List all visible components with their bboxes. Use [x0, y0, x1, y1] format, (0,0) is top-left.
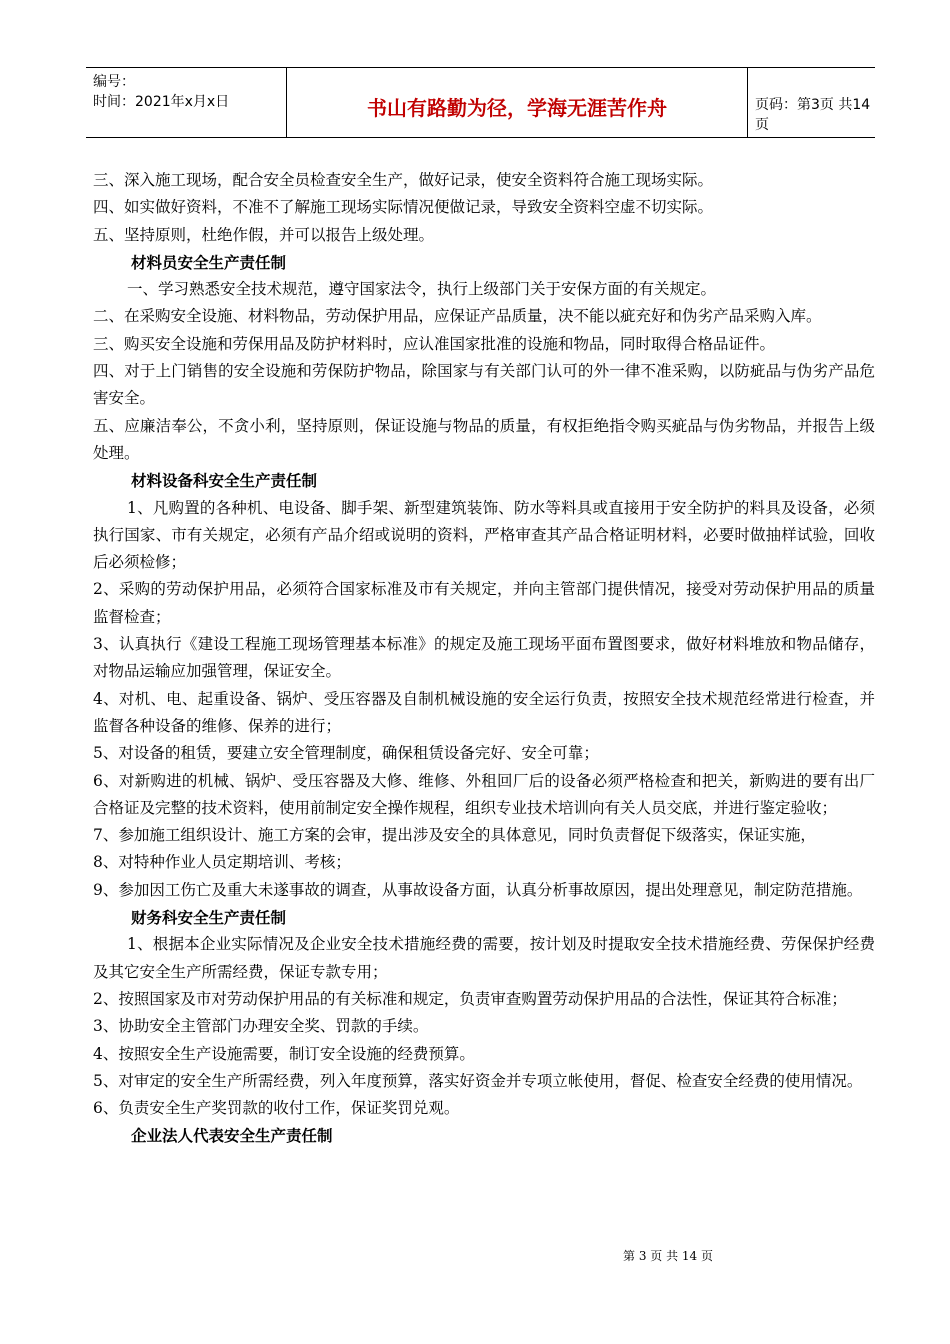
body-paragraph: 4、按照安全生产设施需要，制订安全设施的经费预算。 [93, 1044, 475, 1063]
body-line: 四、如实做好资料，不准不了解施工现场实际情况便做记录，导致安全资料空虚不切实际。 [93, 198, 714, 217]
body-paragraph: 6、对新购进的机械、锅炉、受压容器及大修、维修、外租回厂后的设备必须严格检查和把关，新购进的要有出厂合格证及完整的技术资料，使用前制定安全操作规程，组织专业技术培训向有关人员交底，并进行鉴定验收； [93, 771, 875, 817]
header-motto: 书山有路勤为径，学海无涯苦作舟 [367, 96, 667, 120]
header-meta-cell [86, 68, 286, 137]
body-paragraph: 9、参加因工伤亡及重大未遂事故的调查，从事故设备方面，认真分析事故原因，提出处理意见，制定防范措施。 [93, 880, 863, 899]
body-paragraph: 8、对特种作业人员定期培训、考核； [93, 853, 351, 872]
body-paragraph: 四、对于上门销售的安全设施和劳保防护物品，除国家与有关部门认可的外一律不准采购，以防疵品与伪劣产品危害安全。 [93, 362, 875, 408]
header-page-cell [747, 68, 875, 137]
doc-date: 时间：2021年x月x日 [93, 94, 230, 110]
body-paragraph: 6、负责安全生产奖罚款的收付工作，保证奖罚兑观。 [93, 1099, 460, 1118]
body-paragraph: 五、应廉洁奉公，不贪小利，坚持原则，保证设施与物品的质量，有权拒绝指令购买疵品与伪劣物品，并报告上级处理。 [93, 416, 875, 462]
doc-number-label: 编号： [93, 74, 135, 90]
body-paragraph: 2、采购的劳动保护用品，必须符合国家标准及市有关规定，并向主管部门提供情况，接受对劳动保护用品的质量监督检查； [93, 580, 875, 626]
body-paragraph: 5、对设备的租赁，要建立安全管理制度，确保租赁设备完好、安全可靠； [93, 744, 599, 763]
body-paragraph: 7、参加施工组织设计、施工方案的会审，提出涉及安全的具体意见，同时负责督促下级落实，保证实施， [93, 826, 816, 845]
header-motto-cell [286, 68, 748, 137]
body-paragraph: 二、在采购安全设施、材料物品，劳动保护用品，应保证产品质量，决不能以疵充好和伪劣产品采购入库。 [93, 307, 822, 326]
body-paragraph: 一、学习熟悉安全技术规范，遵守国家法令，执行上级部门关于安保方面的有关规定。 [127, 280, 717, 299]
page-footer: 第 3 页 共 14 页 [623, 1249, 713, 1263]
body-line: 五、坚持原则，杜绝作假，并可以报告上级处理。 [93, 225, 435, 244]
body-line: 三、深入施工现场，配合安全员检查安全生产，做好记录，使安全资料符合施工现场实际。 [93, 171, 714, 189]
body-paragraph: 1、根据本企业实际情况及企业安全技术措施经费的需要，按计划及时提取安全技术措施经费、劳保保护经费及其它安全生产所需经费，保证专款专用； [93, 935, 875, 981]
body-paragraph: 3、协助安全主管部门办理安全奖、罚款的手续。 [93, 1017, 429, 1036]
section-title: 材料设备科安全生产责任制 [131, 471, 318, 491]
body-paragraph: 3、认真执行《建设工程施工现场管理基本标准》的规定及施工现场平面布置图要求，做好材料堆放和物品储存，对物品运输应加强管理，保证安全。 [93, 635, 875, 681]
page-header [86, 67, 875, 138]
document-body [93, 167, 875, 1150]
body-paragraph: 4、对机、电、起重设备、锅炉、受压容器及自制机械设施的安全运行负责，按照安全技术规范经常进行检查，并监督各种设备的维修、保养的进行； [93, 689, 875, 735]
body-paragraph: 三、购买安全设施和劳保用品及防护材料时，应认准国家批准的设施和物品，同时取得合格品证件。 [93, 334, 776, 353]
body-paragraph: 1、凡购置的各种机、电设备、脚手架、新型建筑装饰、防水等料具或直接用于安全防护的料具及设备，必须执行国家、市有关规定，必须有产品介绍或说明的资料，严格审查其产品合格证明材料，必要时做抽样试验，回收后必须检修； [93, 498, 875, 572]
body-paragraph: 2、按照国家及市对劳动保护用品的有关标准和规定，负责审查购置劳动保护用品的合法性，保证其符合标准； [93, 989, 847, 1008]
section-title: 企业法人代表安全生产责任制 [131, 1126, 333, 1146]
body-paragraph: 5、对审定的安全生产所需经费，列入年度预算，落实好资金并专项立帐使用，督促、检查安全经费的使用情况。 [93, 1071, 863, 1090]
section-title: 财务科安全生产责任制 [131, 908, 287, 928]
header-page-number: 页码：第3页 共14页 [755, 97, 871, 133]
section-title: 材料员安全生产责任制 [131, 252, 287, 272]
